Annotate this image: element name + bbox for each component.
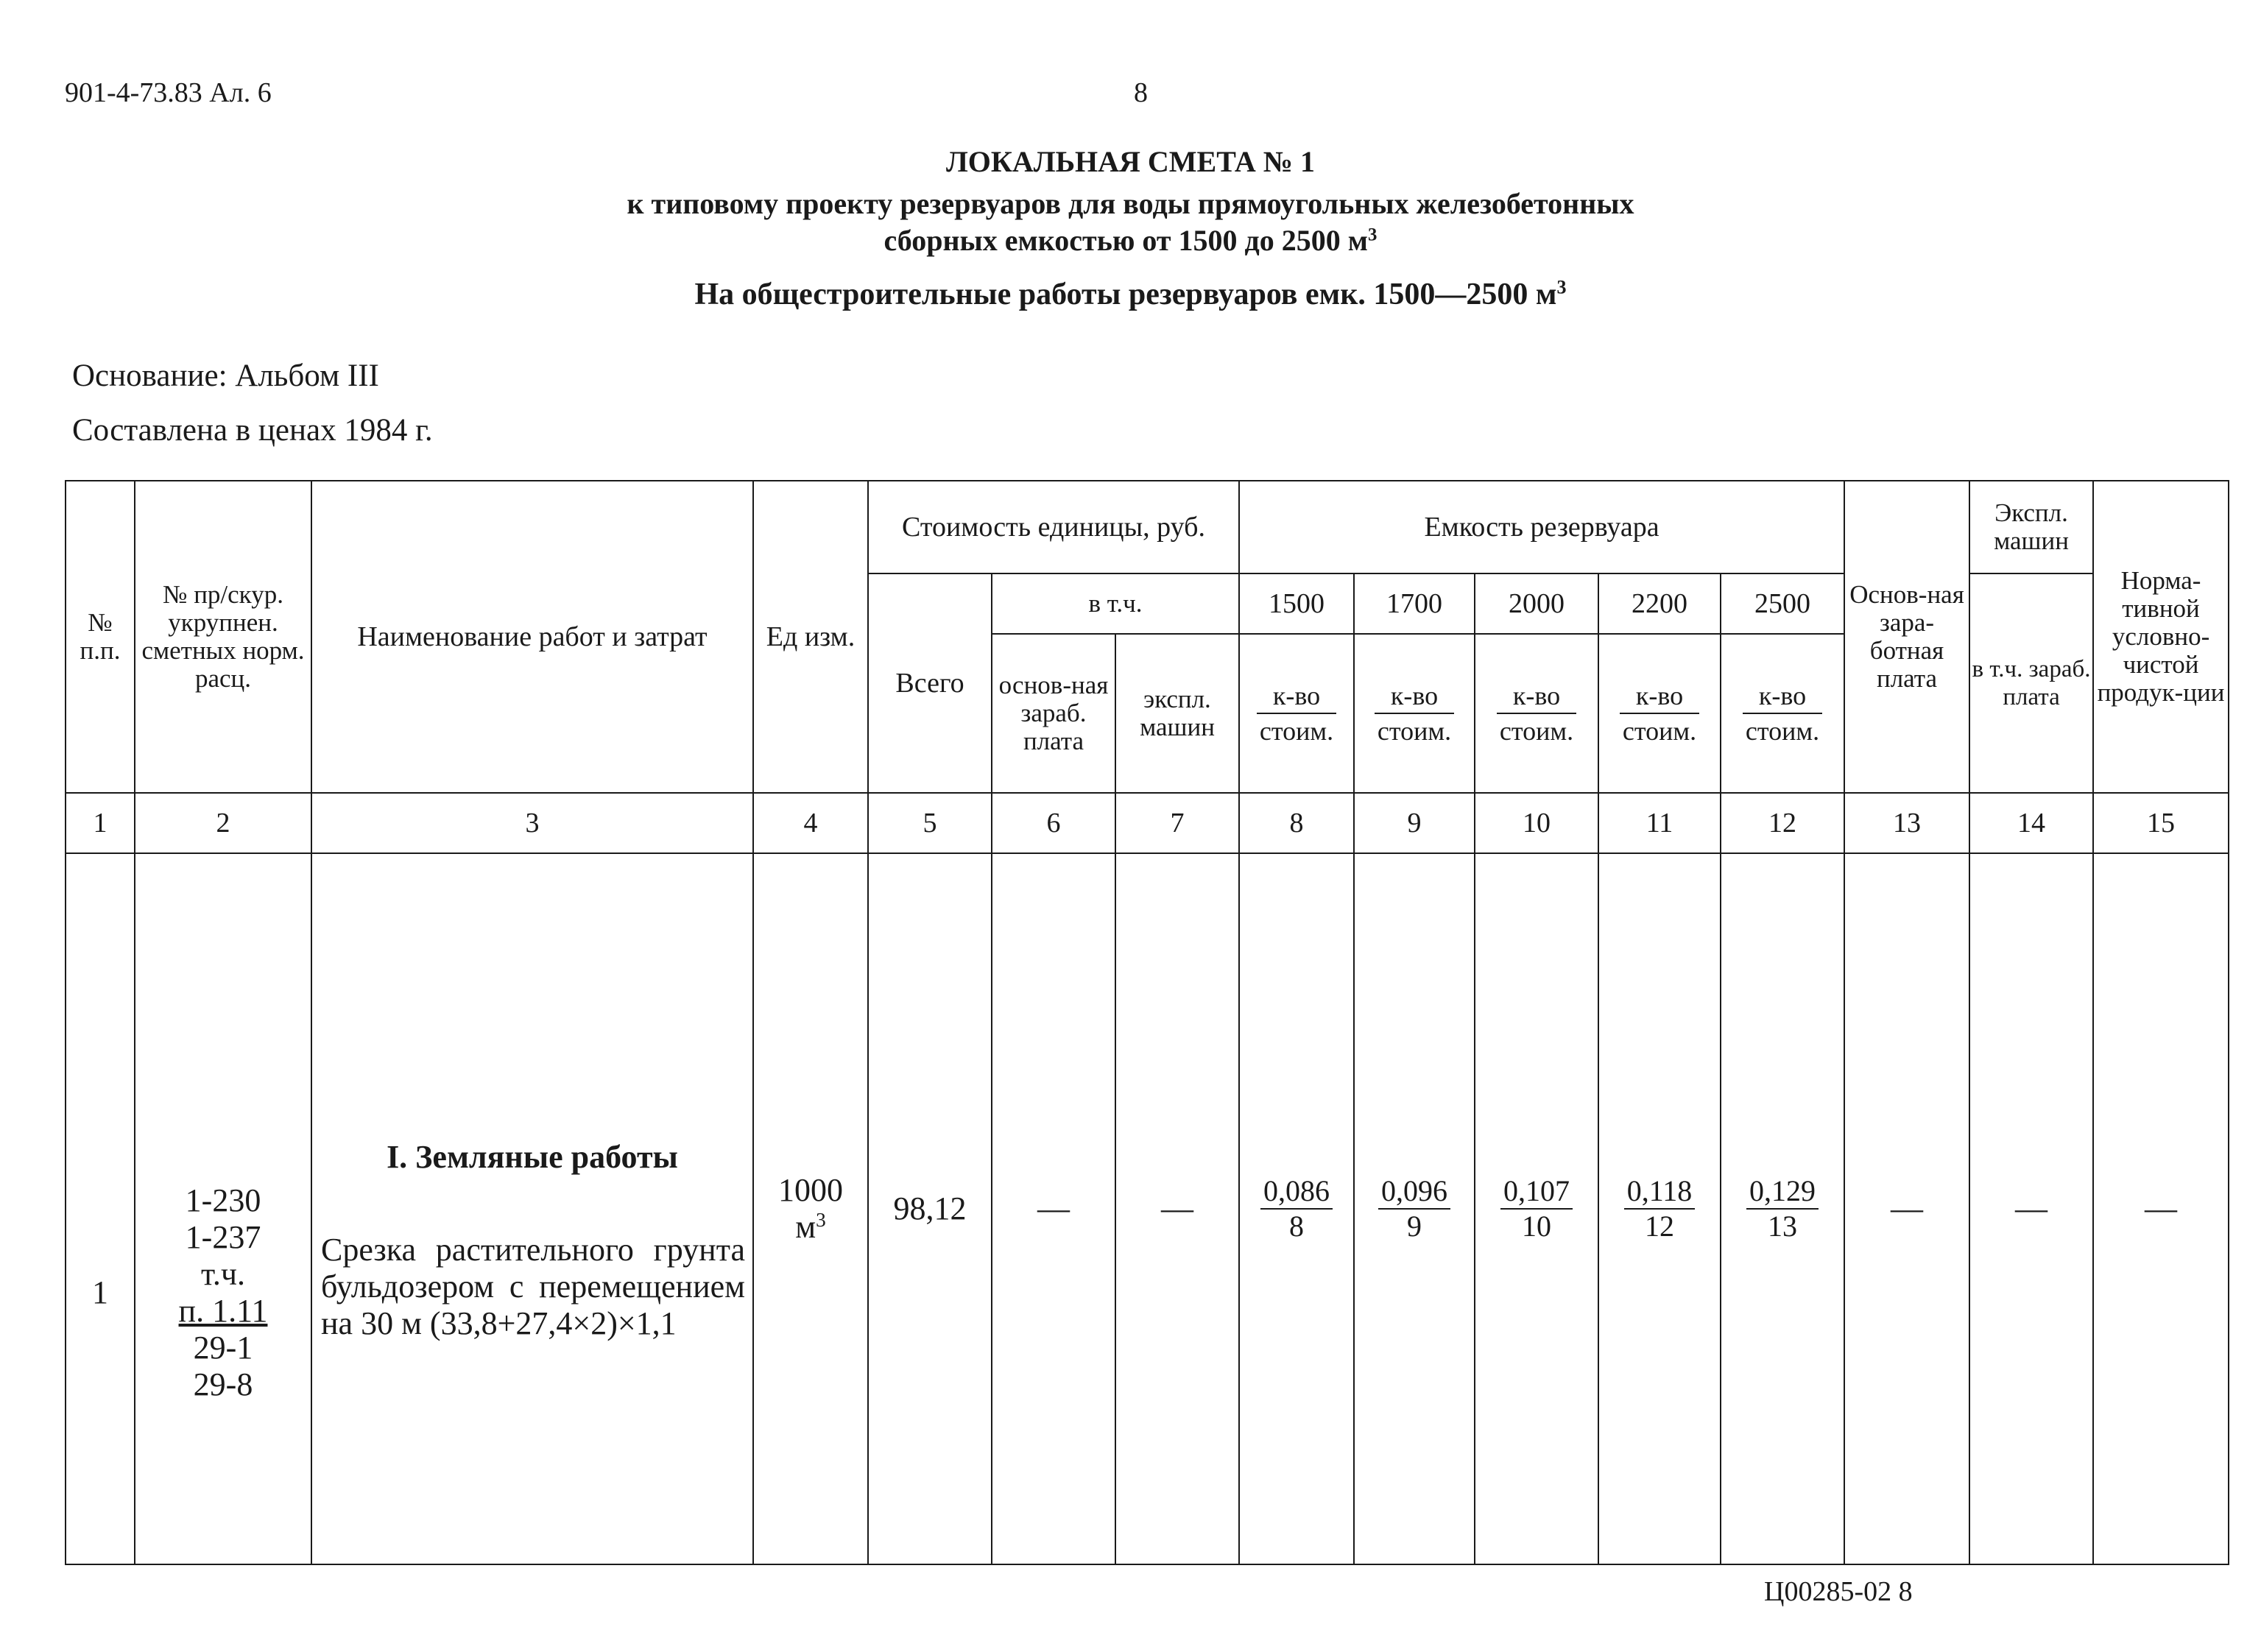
header-cap-2000: 2000: [1475, 573, 1598, 634]
base-wage-value: —: [1844, 853, 1969, 1564]
page-number: 8: [1134, 77, 1148, 108]
norm-code: 29-1: [193, 1330, 253, 1366]
project-subtitle-line-1: к типовому проекту резервуаров для воды прямоугольных железобетонных: [627, 187, 1634, 220]
header-norm: № пр/скур. укрупнен. сметных норм. расц.: [135, 481, 311, 793]
header-incl: в т.ч.: [992, 573, 1239, 634]
header-name: Наименование работ и затрат: [311, 481, 753, 793]
header-qty-cost-2000: $\frac{к-во}{\text{стоим.}}$: [1475, 634, 1598, 793]
header-qty-cost-2200: $\frac{к-во}{\text{стоим.}}$: [1598, 634, 1721, 793]
capacity-2500-value: $\frac{0,129}{13}$: [1721, 853, 1844, 1564]
machine-op-value: —: [1115, 853, 1239, 1564]
project-subtitle-line-2: сборных емкостью от 1500 до 2500 $м^3$: [883, 224, 1378, 257]
capacity-2000-value: $\frac{0,107}{10}$: [1475, 853, 1598, 1564]
norm-codes: [135, 853, 311, 1564]
header-cap-2200: 2200: [1598, 573, 1721, 634]
basis-line: Основание: Альбом III: [72, 359, 379, 393]
estimate-table: [65, 480, 2229, 1565]
header-basic-wage: основ-ная зараб. плата: [992, 634, 1115, 793]
column-number: 15: [2093, 793, 2229, 853]
column-number: 5: [868, 793, 992, 853]
header-capacity: Емкость резервуара: [1239, 481, 1844, 573]
estimate-title: ЛОКАЛЬНАЯ СМЕТА № 1: [945, 145, 1316, 178]
norm-code: т.ч.: [200, 1256, 246, 1292]
header-base-wage: Основ-ная зара-ботная плата: [1844, 481, 1969, 793]
header-cap-2500: 2500: [1721, 573, 1844, 634]
work-description: Срезка растительного грунта бульдозером с перемещением на 30 м (33,8+27,4×2)×1,1: [321, 1232, 745, 1341]
header-machine-op-top: Экспл. машин: [1969, 481, 2093, 573]
header-qty-cost-2500: $\frac{к-во}{\text{стоим.}}$: [1721, 634, 1844, 793]
capacity-1500-value: $\frac{0,086}{8}$: [1239, 853, 1354, 1564]
column-number-row: [66, 793, 2229, 853]
prices-line: Составлена в ценах 1984 г.: [72, 413, 433, 448]
row-number: 1: [66, 853, 135, 1564]
capacity-1700-value: $\frac{0,096}{9}$: [1354, 853, 1475, 1564]
header-incl-wage: в т.ч. зараб. плата: [1969, 573, 2093, 793]
column-number: 11: [1598, 793, 1721, 853]
header-qty-cost-1500: $\frac{к-во}{\text{стоим.}}$: [1239, 634, 1354, 793]
header-no: № п.п.: [66, 481, 135, 793]
column-number: 1: [66, 793, 135, 853]
header-normative: Норма-тивной условно-чистой продук-ции: [2093, 481, 2229, 793]
column-number: 14: [1969, 793, 2093, 853]
norm-code: 1-230: [185, 1182, 261, 1218]
column-number: 10: [1475, 793, 1598, 853]
column-number: 8: [1239, 793, 1354, 853]
normative-value: —: [2093, 853, 2229, 1564]
header-qty-cost-1700: $\frac{к-во}{\text{стоим.}}$: [1354, 634, 1475, 793]
column-number: 7: [1115, 793, 1239, 853]
column-number: 9: [1354, 793, 1475, 853]
header-cap-1500: 1500: [1239, 573, 1354, 634]
column-number: 2: [135, 793, 311, 853]
header-cap-1700: 1700: [1354, 573, 1475, 634]
header-total: Всего: [868, 573, 992, 793]
project-subtitle: [0, 186, 2261, 259]
basic-wage-value: —: [992, 853, 1115, 1564]
column-number: 13: [1844, 793, 1969, 853]
norm-code: п. 1.11: [178, 1293, 268, 1329]
norm-code: 1-237: [185, 1219, 261, 1255]
work-name-cell: [311, 853, 753, 1564]
table-row: [66, 853, 2229, 1564]
incl-wage-value: —: [1969, 853, 2093, 1564]
works-subtitle: На общестроительные работы резервуаров емк. 1500—2500 $м^3$: [694, 276, 1567, 311]
header-unit-cost: Стоимость единицы, руб.: [868, 481, 1239, 573]
footer-code: Ц00285-02 8: [1764, 1576, 1913, 1607]
column-number: 6: [992, 793, 1115, 853]
column-number: 12: [1721, 793, 1844, 853]
total-cost: 98,12: [868, 853, 992, 1564]
unit: 1000 $м^3$: [753, 853, 868, 1564]
norm-code: 29-8: [193, 1366, 253, 1402]
header-unit: Ед изм.: [753, 481, 868, 793]
column-number: 3: [311, 793, 753, 853]
column-number: 4: [753, 793, 868, 853]
capacity-2200-value: $\frac{0,118}{12}$: [1598, 853, 1721, 1564]
document-code: 901-4-73.83 Ал. 6: [65, 77, 272, 108]
header-machine-op: экспл. машин: [1115, 634, 1239, 793]
section-title: I. Земляные работы: [387, 1139, 678, 1175]
